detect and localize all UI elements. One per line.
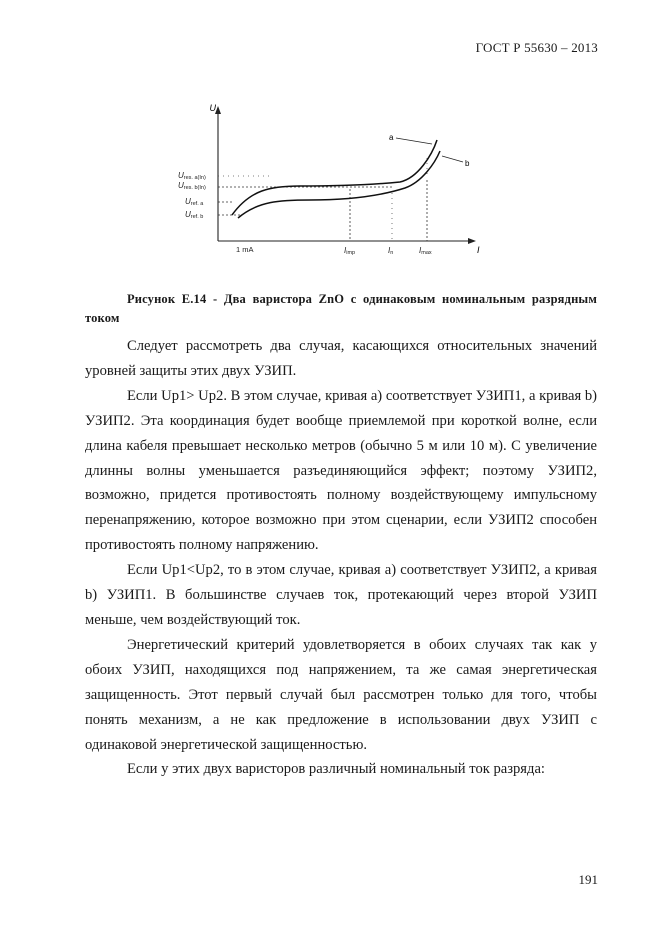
curve-a-leader bbox=[396, 138, 432, 144]
paragraph: Следует рассмотреть два случая, касающихся относительных значений уровней защиты этих двух УЗИП. bbox=[85, 338, 597, 379]
ures-b-label: Ures. b(In) bbox=[178, 181, 206, 191]
paragraph: Если Up1> Up2. В этом случае, кривая а) соответствует УЗИП1, а кривая b) УЗИП2. Эта координация будет вообще приемлемой при короткой волне, если длина кабеля превышает несколько метров (обычно 5 м или 10 м). С увеличение длинны волны уменьшается разъединяющийся эффект; поэтому УЗИП2, возможно, придется противостоять полному воздействующему импульсному перенапряжению, которое возможно при этом сценарии, если УЗИП2 способен противостоять полному напряжению. bbox=[85, 387, 597, 554]
curve-b-leader bbox=[442, 156, 463, 162]
uref-b-label: Uref. b bbox=[185, 210, 204, 220]
ures-a-label: Ures. a(In) bbox=[178, 171, 206, 181]
figure-caption: Рисунок Е.14 - Два варистора ZnO с одинаковым номинальным разрядным током bbox=[85, 292, 597, 325]
curve-a-label: a bbox=[389, 133, 394, 142]
body-text bbox=[85, 334, 597, 782]
curve-b bbox=[238, 151, 440, 218]
paragraph: Если Up1<Up2, то в этом случае, кривая а) соответствует УЗИП2, а кривая b) УЗИП1. В большинстве случаев ток, протекающий через второй УЗИП меньше, чем воздействующий ток. bbox=[85, 562, 597, 628]
page-number: 191 bbox=[578, 872, 598, 887]
paragraph: Энергетический критерий удовлетворяется в обоих случаях так как у обоих УЗИП, находящихся под напряжением, та же самая энергетическая защищенность. Этот первый случай был рассмотрен только для того, чтобы понять механизм, а не как предложение в использовании двух УЗИП с одинаковой энергетической защищенностью. bbox=[85, 636, 597, 753]
one-ma-label: 1 mA bbox=[236, 245, 254, 254]
y-axis-label: U bbox=[209, 103, 216, 113]
x-axis-label: I bbox=[477, 245, 480, 255]
varistor-vi-figure bbox=[170, 98, 490, 270]
curve-b-label: b bbox=[465, 159, 470, 168]
in-label: In bbox=[388, 246, 394, 256]
document-header: ГОСТ Р 55630 – 2013 bbox=[475, 40, 598, 55]
uref-a-label: Uref. a bbox=[185, 197, 204, 207]
paragraph: Если у этих двух варисторов различный номинальный ток разряда: bbox=[127, 761, 545, 778]
vi-characteristic-diagram bbox=[170, 98, 490, 270]
imax-label: Imax bbox=[419, 246, 432, 256]
imp-label: Iimp bbox=[344, 246, 356, 256]
x-axis-arrow bbox=[468, 238, 476, 244]
